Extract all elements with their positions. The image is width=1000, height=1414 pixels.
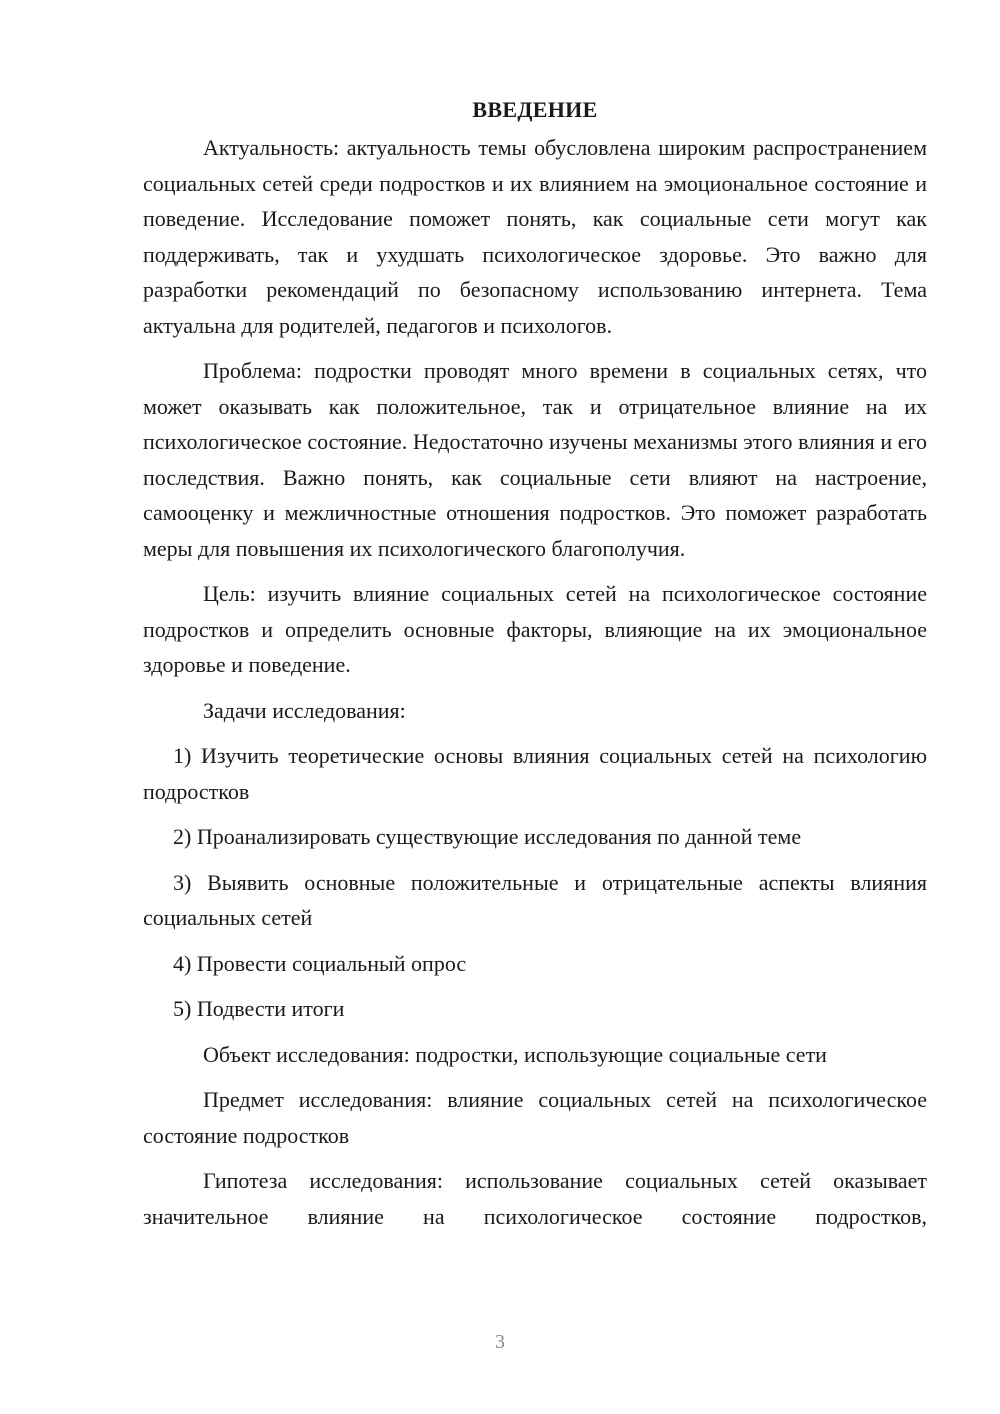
section-heading: ВВЕДЕНИЕ xyxy=(472,97,598,122)
object-paragraph: Объект исследования: подростки, использующие социальные сети xyxy=(203,1041,827,1067)
hypothesis-paragraph: Гипотеза исследования: использование социальных сетей оказывает значительное влияние на психологическое состояние подростков, xyxy=(143,1168,927,1229)
page-number: 3 xyxy=(495,1331,505,1353)
task-item-1: 1) Изучить теоретические основы влияния социальных сетей на психологию подростков xyxy=(143,743,927,804)
relevance-paragraph: Актуальность: актуальность темы обусловлена широким распространением социальных сетей среди подростков и их влиянием на эмоциональное состояние и поведение. Исследование поможет понять, как социальные сети могут как поддерживать, так и ухудшать психологическое здоровье. Это важно для разработки рекомендаций по безопасному использованию интернета. Тема актуальна для родителей, педагогов и психологов. xyxy=(143,135,927,338)
task-item-5: 5) Подвести итоги xyxy=(173,996,345,1021)
problem-paragraph: Проблема: подростки проводят много времени в социальных сетях, что может оказывать как положительное, так и отрицательное влияние на их психологическое состояние. Недостаточно изучены механизмы этого влияния и его последствия. Важно понять, как социальные сети влияют на настроение, самооценку и межличностные отношения подростков. Это поможет разработать меры для повышения их психологического благополучия. xyxy=(143,358,927,561)
task-item-2: 2) Проанализировать существующие исследования по данной теме xyxy=(173,824,802,849)
goal-paragraph: Цель: изучить влияние социальных сетей на психологическое состояние подростков и определить основные факторы, влияющие на их эмоциональное здоровье и поведение. xyxy=(143,581,927,677)
document-page xyxy=(143,92,927,1244)
tasks-title: Задачи исследования: xyxy=(203,697,406,723)
subject-paragraph: Предмет исследования: влияние социальных сетей на психологическое состояние подростков xyxy=(143,1087,927,1148)
task-item-3: 3) Выявить основные положительные и отрицательные аспекты влияния социальных сетей xyxy=(143,869,927,930)
task-item-4: 4) Провести социальный опрос xyxy=(173,950,467,976)
